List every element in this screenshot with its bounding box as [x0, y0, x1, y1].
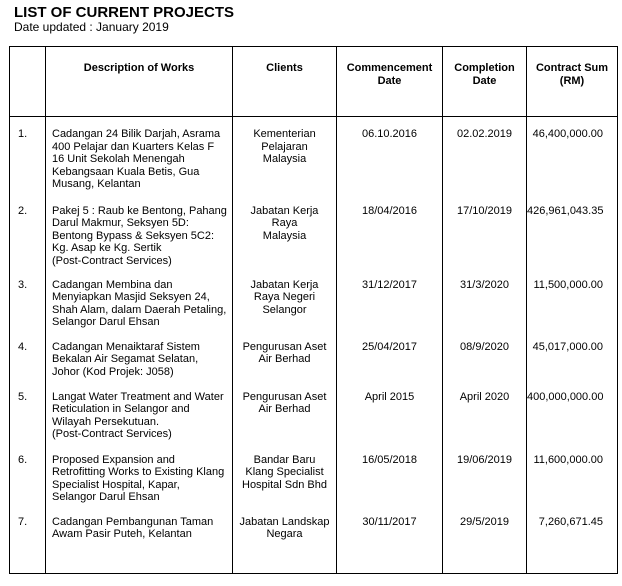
- row-number: 1.: [10, 117, 46, 194]
- row-completion: 19/06/2019: [443, 443, 527, 505]
- row-contract-sum: 45,017,000.00: [527, 330, 618, 380]
- row-number: 2.: [10, 194, 46, 268]
- row-description: Cadangan Membina dan Menyiapkan Masjid Seksyen 24, Shah Alam, dalam Daerah Petaling, Selangor Darul Ehsan: [46, 268, 233, 330]
- table-row: [10, 330, 618, 380]
- row-client: Jabatan Kerja Raya Malaysia: [233, 194, 337, 268]
- header-number: [10, 47, 46, 117]
- row-commencement: 18/04/2016: [337, 194, 443, 268]
- date-updated: Date updated : January 2019: [14, 20, 169, 34]
- header-contract-sum: Contract Sum (RM): [527, 47, 618, 117]
- table-row: [10, 443, 618, 505]
- row-client: Pengurusan Aset Air Berhad: [233, 380, 337, 443]
- header-clients: Clients: [233, 47, 337, 117]
- row-description: Cadangan 24 Bilik Darjah, Asrama 400 Pelajar dan Kuarters Kelas F 16 Unit Sekolah Menengah Kebangsaan Kuala Betis, Gua Musang, Kelantan: [46, 117, 233, 194]
- row-contract-sum: 426,961,043.35: [527, 194, 618, 268]
- row-completion: 29/5/2019: [443, 505, 527, 574]
- row-number: 5.: [10, 380, 46, 443]
- row-commencement: 30/11/2017: [337, 505, 443, 574]
- row-number: 3.: [10, 268, 46, 330]
- row-client: Bandar Baru Klang Specialist Hospital Sdn Bhd: [233, 443, 337, 505]
- row-completion: 31/3/2020: [443, 268, 527, 330]
- row-client: Kementerian Pelajaran Malaysia: [233, 117, 337, 194]
- row-number: 7.: [10, 505, 46, 574]
- row-completion: 02.02.2019: [443, 117, 527, 194]
- header-completion-date: Completion Date: [443, 47, 527, 117]
- header-description: Description of Works: [46, 47, 233, 117]
- row-number: 6.: [10, 443, 46, 505]
- row-completion: 17/10/2019: [443, 194, 527, 268]
- row-description: Cadangan Pembangunan Taman Awam Pasir Puteh, Kelantan: [46, 505, 233, 574]
- row-client: Jabatan Landskap Negara: [233, 505, 337, 574]
- header-commencement-date: Commencement Date: [337, 47, 443, 117]
- table-row: [10, 268, 618, 330]
- row-contract-sum: 46,400,000.00: [527, 117, 618, 194]
- row-completion: 08/9/2020: [443, 330, 527, 380]
- row-description: Pakej 5 : Raub ke Bentong, Pahang Darul Makmur, Seksyen 5D: Bentong Bypass & Seksyen 5C2: Kg. Asap ke Kg. Sertik (Post-Contract Services): [46, 194, 233, 268]
- row-commencement: 31/12/2017: [337, 268, 443, 330]
- row-completion: April 2020: [443, 380, 527, 443]
- row-commencement: 06.10.2016: [337, 117, 443, 194]
- row-contract-sum: 11,600,000.00: [527, 443, 618, 505]
- table-row: [10, 117, 618, 194]
- row-client: Pengurusan Aset Air Berhad: [233, 330, 337, 380]
- row-contract-sum: 11,500,000.00: [527, 268, 618, 330]
- table-header-row: [10, 47, 618, 117]
- table-row: [10, 194, 618, 268]
- row-commencement: 16/05/2018: [337, 443, 443, 505]
- row-number: 4.: [10, 330, 46, 380]
- page-title: LIST OF CURRENT PROJECTS: [14, 4, 235, 21]
- row-contract-sum: 7,260,671.45: [527, 505, 618, 574]
- projects-table: [9, 46, 618, 574]
- row-commencement: April 2015: [337, 380, 443, 443]
- row-description: Proposed Expansion and Retrofitting Works to Existing Klang Specialist Hospital, Kapar, Selangor Darul Ehsan: [46, 443, 233, 505]
- table-row: [10, 505, 618, 574]
- row-contract-sum: 400,000,000.00: [527, 380, 618, 443]
- row-commencement: 25/04/2017: [337, 330, 443, 380]
- row-description: Langat Water Treatment and Water Reticulation in Selangor and Wilayah Persekutuan. (Post-Contract Services): [46, 380, 233, 443]
- row-description: Cadangan Menaiktaraf Sistem Bekalan Air Segamat Selatan, Johor (Kod Projek: J058): [46, 330, 233, 380]
- row-client: Jabatan Kerja Raya Negeri Selangor: [233, 268, 337, 330]
- table-row: [10, 380, 618, 443]
